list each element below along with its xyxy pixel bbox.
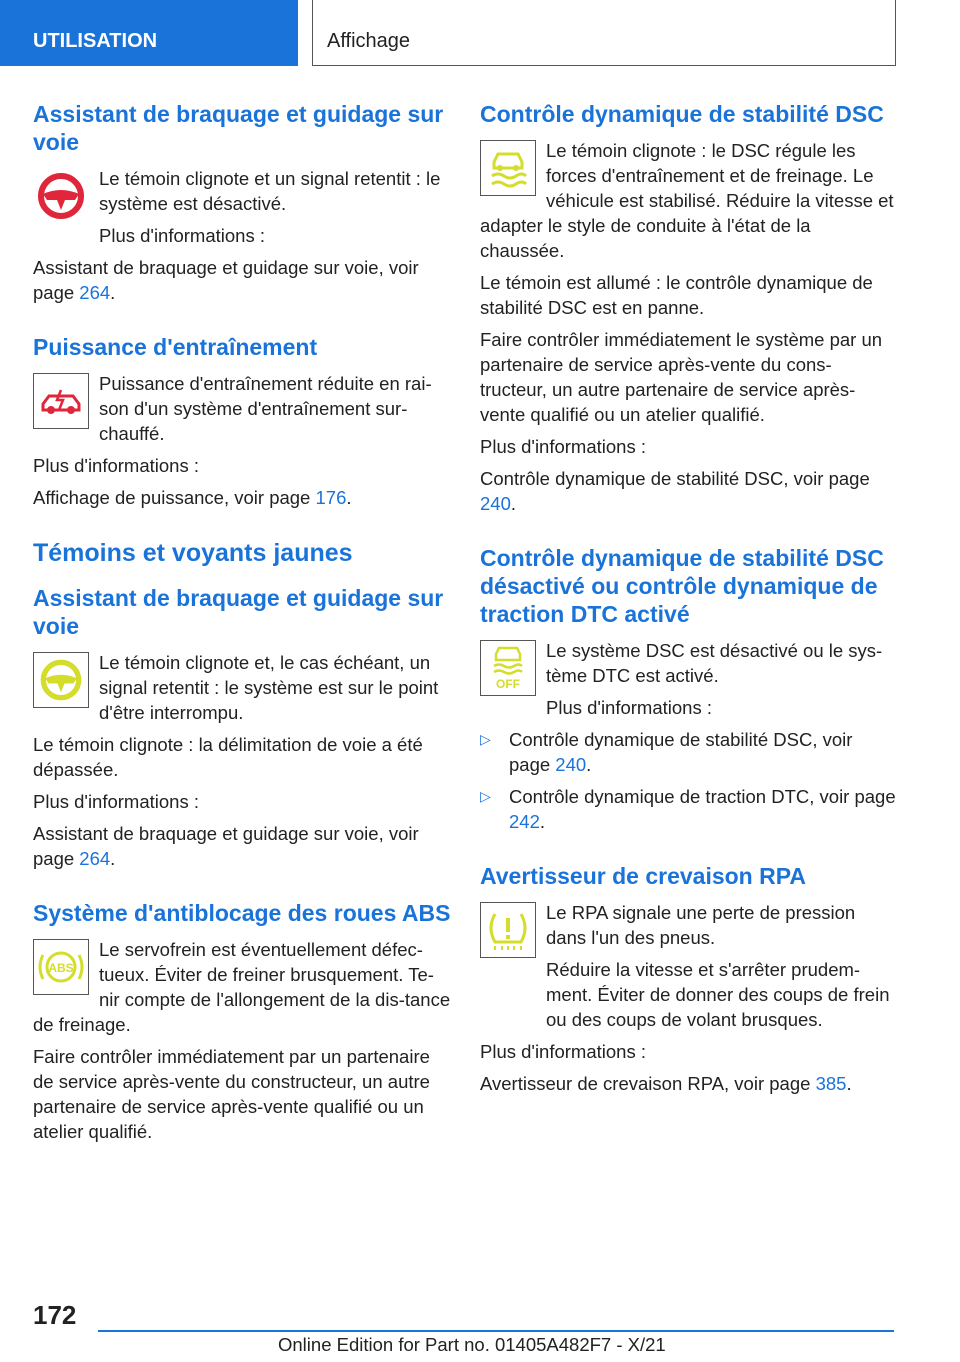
text-block: Plus d'informations : xyxy=(480,1041,646,1062)
page-link[interactable]: 264 xyxy=(79,282,111,303)
footer-divider xyxy=(98,1330,894,1332)
chapter-label: Affichage xyxy=(327,30,411,52)
text-block: Réduire la vitesse et s'arrêter prudem‐ment. Éviter de donner des coups de frein ou des coups de volant brusques. xyxy=(546,959,890,1030)
text-block: Assistant de braquage et guidage sur voie, voir page 264. xyxy=(33,823,419,869)
page-link[interactable]: 176 xyxy=(315,487,347,508)
text-block: Le témoin clignote et un signal retentit : le système est désactivé. xyxy=(99,168,441,214)
list-item: ▷ Contrôle dynamique de traction DTC, voir page 242. xyxy=(480,784,898,834)
list-item: ▷ Contrôle dynamique de stabilité DSC, voir page 240. xyxy=(480,727,898,777)
section-title-dsc: Contrôle dynamique de stabilité DSC xyxy=(480,101,884,127)
text-run: Contrôle dynamique de traction DTC, voir page xyxy=(509,786,896,807)
section-tab xyxy=(0,0,298,66)
page-link[interactable]: 240 xyxy=(555,754,587,775)
page-link[interactable]: 385 xyxy=(815,1073,847,1094)
abs-icon-label: ABS xyxy=(48,961,74,975)
dsc-off-yellow-icon xyxy=(480,640,536,696)
text-block: Plus d'informations : xyxy=(33,455,199,476)
drivetrain-red-icon xyxy=(33,373,89,429)
section-title-lane-assist: Assistant de braquage et guidage sur voie xyxy=(33,101,444,155)
page-link[interactable]: 242 xyxy=(509,811,540,832)
text-block: Plus d'informations : xyxy=(546,697,712,718)
text-block: Le témoin clignote : la délimitation de voie a été dépassée. xyxy=(33,734,423,780)
text-block: Puissance d'entraînement réduite en rai‐son d'un système d'entraînement sur‐chauffé. xyxy=(99,373,432,444)
off-icon-label: OFF xyxy=(496,677,520,691)
page-number: 172 xyxy=(33,1300,77,1330)
abs-yellow-icon xyxy=(33,939,89,995)
text-block: Le système DSC est désactivé ou le sys‐tème DTC est activé. xyxy=(546,640,883,686)
text-block: Assistant de braquage et guidage sur voie, voir page 264. xyxy=(33,257,419,303)
text-block: Faire contrôler immédiatement par un partenaire de service après-vente du constructeur, un autre partenaire de service après-vente qualifié ou un atelier qualifié. xyxy=(33,1046,430,1142)
left-column xyxy=(33,100,451,1151)
steering-wheel-red-icon xyxy=(33,168,89,224)
text-block: Plus d'informations : xyxy=(99,225,265,246)
section-title-abs: Système d'antiblocage des roues ABS xyxy=(33,900,451,926)
text-block: Faire contrôler immédiatement le système par un partenaire de service après-vente du cons‐tructeur, un autre partenaire de service après-vente qualifié ou un atelier qualifié. xyxy=(480,329,883,425)
text-run: Assistant de braquage et guidage sur voie, voir page xyxy=(33,823,419,869)
page-link[interactable]: 240 xyxy=(480,493,511,514)
text-run: Affichage de puissance, voir page xyxy=(33,487,316,508)
text-block: Le témoin clignote : le DSC régule les forces d'entraînement et de freinage. Le véhicule est stabilisé. Réduire la vitesse et adapter le style de conduite à l'état de la chaussée. xyxy=(480,140,894,261)
tire-pressure-yellow-icon xyxy=(480,902,536,958)
section-title-drive-power: Puissance d'entraînement xyxy=(33,334,318,360)
text-block: Le RPA signale une perte de pression dans l'un des pneus. xyxy=(546,902,856,948)
chapter-tab xyxy=(312,0,896,66)
text-block: Le témoin est allumé : le contrôle dynamique de stabilité DSC est en panne. xyxy=(480,272,873,318)
text-block: Le témoin clignote et, le cas échéant, un signal retentit : le système est sur le point d'être interrompu. xyxy=(99,652,439,723)
section-title-rpa: Avertisseur de crevaison RPA xyxy=(480,863,806,889)
text-run: Avertisseur de crevaison RPA, voir page xyxy=(480,1073,816,1094)
chapter-heading-yellow-indicators: Témoins et voyants jaunes xyxy=(33,539,353,567)
text-block: Plus d'informations : xyxy=(480,436,646,457)
steering-wheel-yellow-icon xyxy=(33,652,89,708)
text-block: Plus d'informations : xyxy=(33,791,199,812)
page-link[interactable]: 264 xyxy=(79,848,111,869)
section-title-dsc-off: Contrôle dynamique de stabilité DSC désactivé ou contrôle dynamique de traction DTC activé xyxy=(480,545,884,627)
text-block: Affichage de puissance, voir page 176. xyxy=(33,487,352,508)
text-run: Contrôle dynamique de stabilité DSC, voir page xyxy=(480,468,870,489)
text-run: Contrôle dynamique de stabilité DSC, voir page xyxy=(509,729,853,775)
text-block: Avertisseur de crevaison RPA, voir page 385. xyxy=(480,1073,852,1094)
section-label: UTILISATION xyxy=(33,30,158,52)
footer-edition: Online Edition for Part no. 01405A482F7 - X/21 xyxy=(278,1334,666,1355)
text-block: Contrôle dynamique de stabilité DSC, voir page 240. xyxy=(480,468,870,514)
section-title-lane-assist-yellow: Assistant de braquage et guidage sur voie xyxy=(33,585,444,639)
dsc-yellow-icon xyxy=(480,140,536,196)
text-block: Le servofrein est éventuellement défec‐tueux. Éviter de freiner brusquement. Te‐nir compte de l'allongement de la dis‐tance de freinage. xyxy=(33,939,451,1035)
text-run: Assistant de braquage et guidage sur voie, voir page xyxy=(33,257,419,303)
right-column xyxy=(480,100,898,1103)
